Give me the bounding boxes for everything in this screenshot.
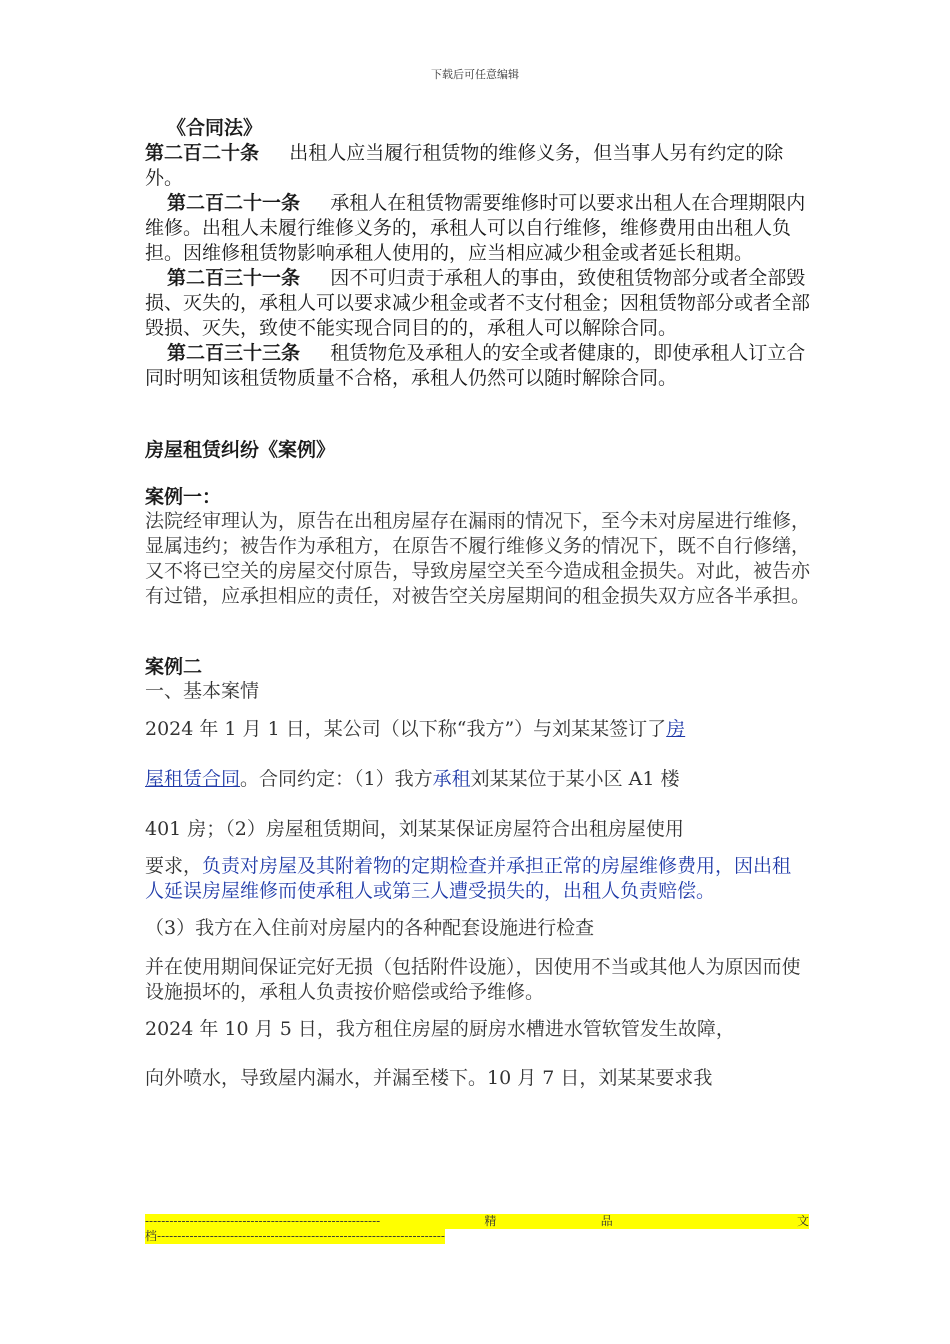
- case2-line1: [145, 704, 810, 754]
- footer-row2: [145, 1229, 445, 1244]
- article-number: 第二百三十三条: [167, 342, 301, 364]
- article-number: 第二百二十一条: [167, 192, 301, 214]
- spacer: [145, 609, 810, 655]
- case2-oct-line2: 向外喷水，导致屋内漏水，并漏至楼下。10 月 7 日，刘某某要求我: [145, 1067, 713, 1089]
- footer-char: 品: [600, 1214, 613, 1228]
- contract-link-cont[interactable]: 屋租赁合同: [145, 768, 241, 790]
- article-spacer: [265, 142, 283, 164]
- rent-term: 承租: [432, 768, 471, 790]
- case2-after-clause: （3）我方在入住前对房屋内的各种配套设施进行检查: [145, 917, 595, 939]
- case2-line2-suffix: 刘某某位于某小区 A1 楼: [470, 768, 680, 790]
- article-220: [145, 141, 810, 191]
- footer-banner: [145, 1214, 809, 1244]
- article-text: 出租人应当履行租赁物的维修义务，但当事人另有约定的除外。: [145, 142, 784, 189]
- article-text: 承租人在租赁物需要维修时可以要求出租人在合理期限内维修。出租人未履行维修义务的，承租人可以自行维修，维修费用由出租人负担。因维修租赁物影响承租人使用的，应当相应减少租金或者延长租期。: [145, 192, 806, 264]
- article-spacer: [306, 267, 324, 289]
- footer-char: 档: [145, 1229, 158, 1243]
- footer-char: 文: [796, 1214, 809, 1228]
- article-text: 因不可归责于承租人的事由，致使租赁物部分或者全部毁损、灭失的，承租人可以要求减少租金或者不支付租金；因租赁物部分或者全部毁损、灭失，致使不能实现合同目的的，承租人可以解除合同。: [145, 267, 811, 339]
- case2-line1-text: 2024 年 1 月 1 日，某公司（以下称“我方”）与刘某某签订了: [145, 718, 667, 740]
- footer-dashes: ----------------------------------------------------------: [145, 1214, 381, 1228]
- case2-heading: 案例二: [145, 656, 203, 678]
- case1-heading: 案例一：: [145, 486, 222, 508]
- case2-line3: 401 房；（2）房屋租赁期间，刘某某保证房屋符合出租房屋使用: [145, 818, 684, 840]
- article-spacer: [306, 192, 324, 214]
- spacer: [145, 391, 810, 437]
- footer-char: 精: [484, 1214, 497, 1228]
- spacer: [145, 463, 810, 485]
- article-number: 第二百二十条: [145, 142, 260, 164]
- case2-line2: [145, 754, 810, 804]
- article-spacer: [306, 342, 324, 364]
- law-title: 《合同法》: [167, 117, 263, 139]
- footer-dashes: -----------------------------------------------------------------------: [157, 1229, 445, 1243]
- article-221: [145, 191, 810, 266]
- maintenance-clause: 负责对房屋及其附着物的定期检查并承担正常的房屋维修费用，因出租人延误房屋维修而使承租人或第三人遭受损失的，出租人负责赔偿。: [145, 855, 792, 902]
- case2-para-cont: 并在使用期间保证完好无损（包括附件设施），因使用不当或其他人为原因而使设施损坏的，承租人负责按价赔偿或给予维修。: [145, 956, 801, 1003]
- header-note: 下载后可任意编辑: [431, 68, 519, 81]
- footer-row1: [145, 1214, 809, 1229]
- case2-line2-mid: 。合同约定：（1）我方: [240, 768, 433, 790]
- section-title: 房屋租赁纠纷《案例》: [145, 439, 336, 461]
- article-number: 第二百三十一条: [167, 267, 301, 289]
- case1-body: 法院经审理认为，原告在出租房屋存在漏雨的情况下，至今未对房屋进行维修，显属违约；被告作为承租方，在原告不履行维修义务的情况下，既不自行修缮，又不将已空关的房屋交付原告，导致房屋空关至今造成租金损失。对此，被告亦有过错，应承担相应的责任，对被告空关房屋期间的租金损失双方应各半承担。: [145, 510, 811, 607]
- article-233: [145, 341, 810, 391]
- document-content: [145, 116, 810, 1091]
- case2-line4-text: 要求，: [145, 855, 203, 877]
- case2-oct-line1: 2024 年 10 月 5 日，我方租住房屋的厨房水槽进水管软管发生故障，: [145, 1018, 735, 1040]
- article-text: 租赁物危及承租人的安全或者健康的，即使承租人订立合同时明知该租赁物质量不合格，承租人仍然可以随时解除合同。: [145, 342, 806, 389]
- article-231: [145, 266, 810, 341]
- case2-line4: [145, 854, 810, 904]
- contract-link[interactable]: 房: [666, 718, 686, 740]
- case2-subheading: 一、基本案情: [145, 680, 260, 702]
